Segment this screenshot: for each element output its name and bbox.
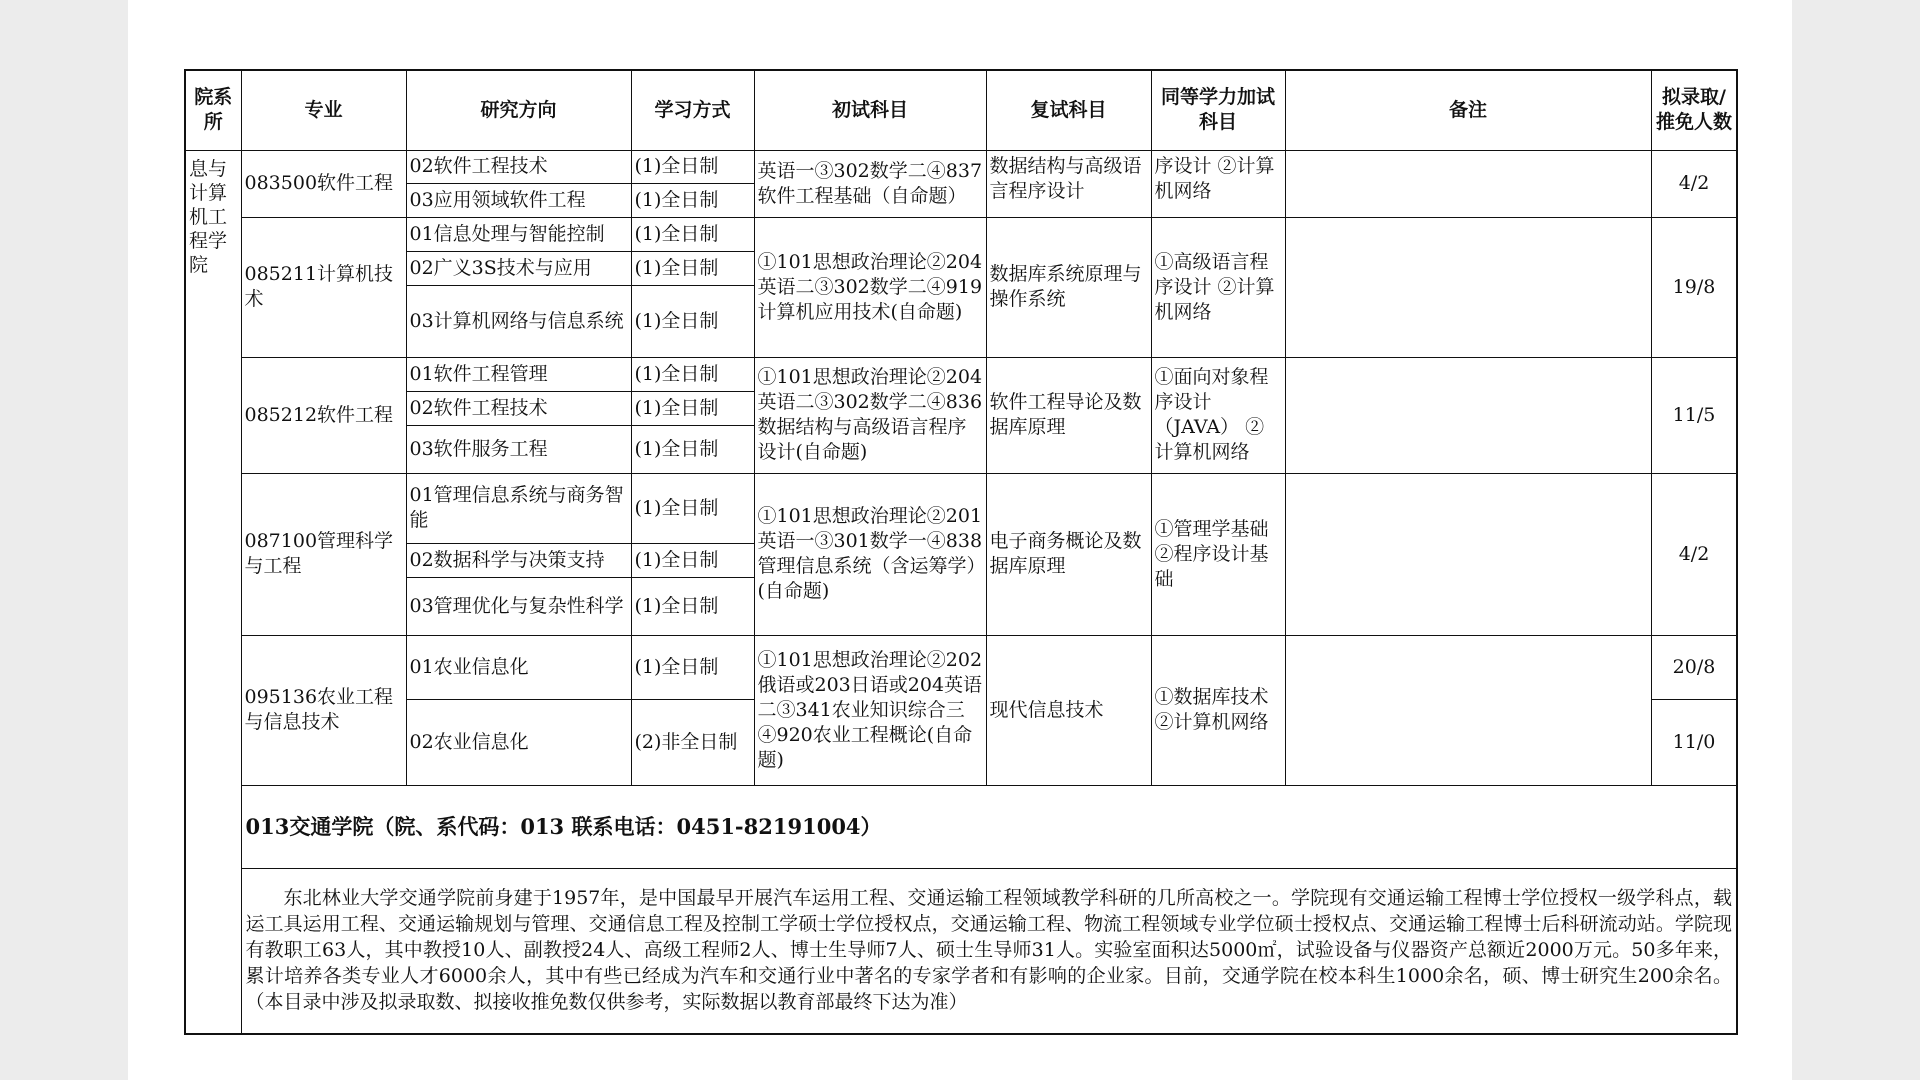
header-direction: 研究方向	[406, 70, 631, 150]
note-cell	[1285, 635, 1651, 785]
table-row	[185, 150, 1737, 183]
header-quota: 拟录取/推免人数	[1651, 70, 1737, 150]
retest-subjects: 软件工程导论及数据库原理	[986, 357, 1151, 473]
direction-name: 03管理优化与复杂性科学	[406, 577, 631, 635]
direction-name: 03应用领域软件工程	[406, 183, 631, 217]
retest-subjects: 数据结构与高级语言程序设计	[989, 154, 1142, 202]
header-major: 专业	[241, 70, 406, 150]
extra-subjects: ①高级语言程序设计 ②计算机网络	[1151, 217, 1285, 357]
quota: 4/2	[1651, 150, 1737, 217]
section-title: 013交通学院（院、系代码：013 联系电话：0451-82191004）	[241, 785, 1737, 868]
section-title-row	[185, 785, 1737, 868]
extra-subjects: ①面向对象程序设计 （JAVA） ②计算机网络	[1151, 357, 1285, 473]
study-mode: (1)全日制	[631, 543, 754, 577]
quota: 20/8	[1651, 635, 1737, 699]
quota: 11/0	[1651, 699, 1737, 785]
study-mode: (1)全日制	[631, 425, 754, 473]
header-retest: 复试科目	[986, 70, 1151, 150]
table-header-row	[185, 70, 1737, 150]
section-description-row	[185, 868, 1737, 1034]
table-row	[185, 357, 1737, 391]
direction-name: 02软件工程技术	[406, 391, 631, 425]
exam-subjects: 英语一③302数学二④837软件工程基础（自命题）	[754, 150, 986, 217]
admissions-table	[184, 69, 1738, 1035]
study-mode: (1)全日制	[631, 577, 754, 635]
exam-subjects: ①101思想政治理论②202俄语或203日语或204英语二③341农业知识综合三④920农业工程概论(自命题)	[754, 635, 986, 785]
note-cell	[1285, 217, 1651, 357]
header-note: 备注	[1285, 70, 1651, 150]
study-mode: (1)全日制	[631, 357, 754, 391]
extra-subjects: ①数据库技术 ②计算机网络	[1151, 635, 1285, 785]
table-row	[185, 635, 1737, 699]
section-description: 东北林业大学交通学院前身建于1957年，是中国最早开展汽车运用工程、交通运输工程领域教学科研的几所高校之一。学院现有交通运输工程博士学位授权一级学科点，载运工具运用工程、交通运输规划与管理、交通信息工程及控制工学硕士学位授权点，交通运输工程、物流工程领域专业学位硕士授权点、交通运输工程博士后科研流动站。学院现有教职工63人，其中教授10人、副教授24人、高级工程师2人、博士生导师7人、硕士生导师31人。实验室面积达5000㎡，试验设备与仪器资产总额近2000万元。50多年来，累计培养各类专业人才6000余人，其中有些已经成为汽车和交通行业中著名的专家学者和有影响的企业家。目前，交通学院在校本科生1000余名，硕、博士研究生200余名。（本目录中涉及拟录取数、拟接收推免数仅供参考，实际数据以教育部最终下达为准）	[241, 868, 1737, 1034]
direction-name: 02数据科学与决策支持	[406, 543, 631, 577]
direction-name: 02农业信息化	[406, 699, 631, 785]
major-name: 085212软件工程	[241, 357, 406, 473]
quota: 19/8	[1651, 217, 1737, 357]
study-mode: (2)非全日制	[631, 699, 754, 785]
study-mode: (1)全日制	[631, 391, 754, 425]
header-mode: 学习方式	[631, 70, 754, 150]
exam-subjects: ①101思想政治理论②201英语一③301数学一④838管理信息系统（含运筹学）(自命题)	[754, 473, 986, 635]
extra-subjects: ①管理学基础 ②程序设计基础	[1151, 473, 1285, 635]
major-name: 087100管理科学与工程	[241, 473, 406, 635]
exam-subjects: ①101思想政治理论②204英语二③302数学二④919计算机应用技术(自命题)	[754, 217, 986, 357]
quota: 4/2	[1651, 473, 1737, 635]
quota: 11/5	[1651, 357, 1737, 473]
exam-subjects: ①101思想政治理论②204英语二③302数学二④836数据结构与高级语言程序设计(自命题)	[754, 357, 986, 473]
header-dept: 院系所	[185, 70, 241, 150]
direction-name: 01管理信息系统与商务智能	[406, 473, 631, 543]
retest-subjects: 现代信息技术	[986, 635, 1151, 785]
header-exam: 初试科目	[754, 70, 986, 150]
study-mode: (1)全日制	[631, 150, 754, 183]
study-mode: (1)全日制	[631, 183, 754, 217]
major-name: 095136农业工程与信息技术	[241, 635, 406, 785]
dept-name: 息与计算机工程学院	[185, 150, 241, 1034]
direction-name: 01信息处理与智能控制	[406, 217, 631, 251]
note-cell	[1285, 357, 1651, 473]
direction-name: 02广义3S技术与应用	[406, 251, 631, 285]
study-mode: (1)全日制	[631, 217, 754, 251]
direction-name: 02软件工程技术	[406, 150, 631, 183]
direction-name: 03软件服务工程	[406, 425, 631, 473]
major-name: 085211计算机技术	[241, 217, 406, 357]
direction-name: 03计算机网络与信息系统	[406, 285, 631, 357]
retest-subjects: 电子商务概论及数据库原理	[986, 473, 1151, 635]
study-mode: (1)全日制	[631, 473, 754, 543]
direction-name: 01软件工程管理	[406, 357, 631, 391]
table-row	[185, 217, 1737, 251]
note-cell	[1285, 150, 1651, 217]
direction-name: 01农业信息化	[406, 635, 631, 699]
study-mode: (1)全日制	[631, 635, 754, 699]
header-extra: 同等学力加试科目	[1151, 70, 1285, 150]
study-mode: (1)全日制	[631, 285, 754, 357]
note-cell	[1285, 473, 1651, 635]
study-mode: (1)全日制	[631, 251, 754, 285]
table-row	[185, 473, 1737, 543]
extra-subjects: 序设计 ②计算机网络	[1154, 154, 1275, 202]
major-name: 083500软件工程	[241, 150, 406, 217]
retest-subjects: 数据库系统原理与操作系统	[986, 217, 1151, 357]
